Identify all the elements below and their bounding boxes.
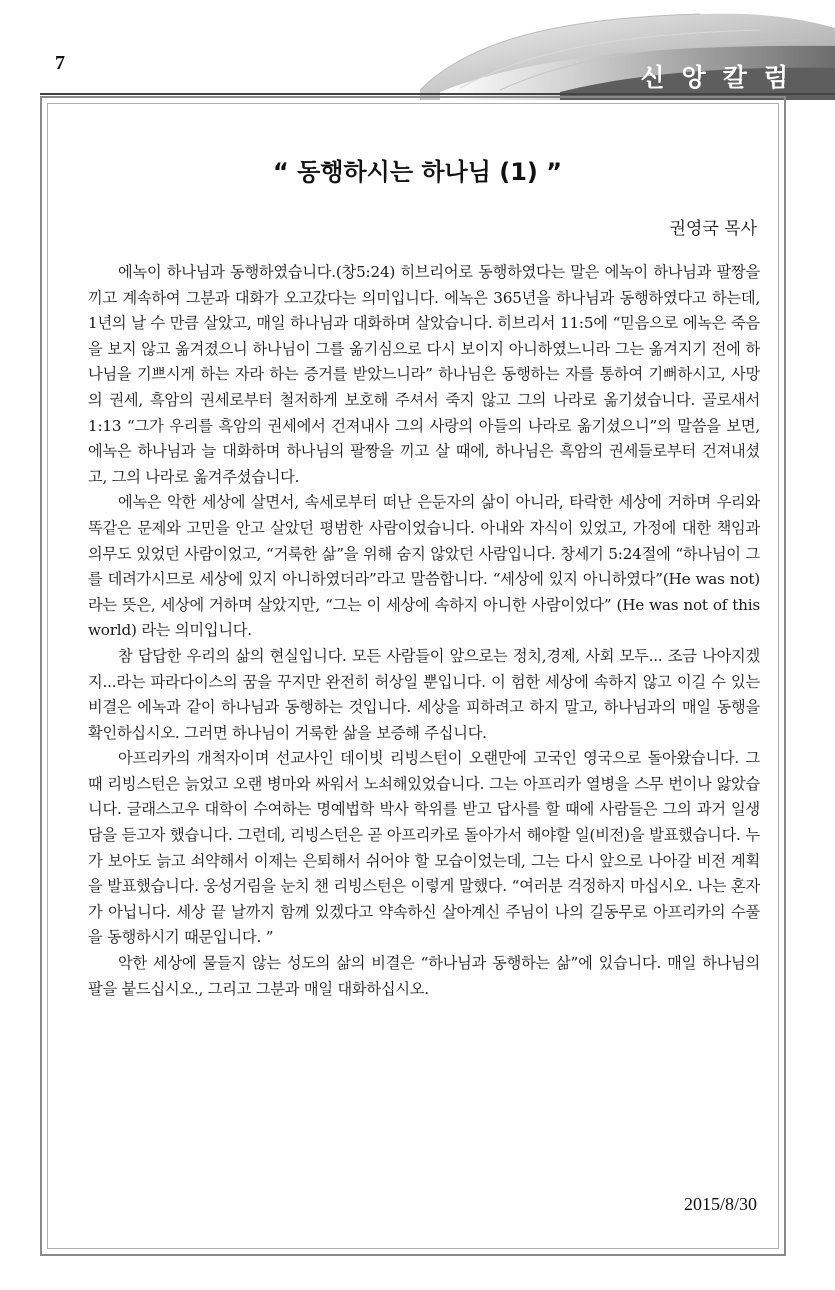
article-body xyxy=(88,260,760,1002)
paragraph-2: 에녹은 악한 세상에 살면서, 속세로부터 떠난 은둔자의 삶이 아니라, 타락한 세상에 거하며 우리와 똑같은 문제와 고민을 안고 살았던 평범한 사람이었습니다. 아내와 자식이 있었고, 가정에 대한 책임과 의무도 있었던 사람이었고, “거룩한 삶”을 위해 숨지 않았던 사람입니다. 창세기 5:24절에 “하나님이 그를 데려가시므로 세상에 있지 아니하였더라”라고 말씀합니다. “세상에 있지 아니하였다”(He was not)라는 뜻은, 세상에 거하며 살았지만, “그는 이 세상에 속하지 아니한 사람이었다” (He was not of this world) 라는 의미입니다. xyxy=(88,493,760,640)
paragraph-1: 에녹이 하나님과 동행하였습니다.(창5:24) 히브리어로 동행하였다는 말은 에녹이 하나님과 팔짱을 끼고 계속하여 그분과 대화가 오고갔다는 의미입니다. 에녹은 365년을 하나님과 동행하였다고 하는데, 1년의 날 수 만큼 살았고, 매일 하나님과 대화하며 살았습니다. 히브리서 11:5에 “믿음으로 에녹은 죽음을 보지 않고 옮겨졌으니 하나님이 그를 옮기심으로 다시 보이지 아니하였느니라 그는 옮겨지기 전에 하나님을 기쁘시게 하는 자라 하는 증거를 받았느니라” 하나님은 동행하는 자를 통하여 기뻐하시고, 사망의 권세, 흑암의 권세로부터 철저하게 보호해 주셔서 죽지 않고 그의 나라로 옮기셨습니다. 골로새서1:13 “그가 우리를 흑암의 권세에서 건져내사 그의 사랑의 아들의 나라로 옮기셨으니”의 말씀을 보면, 에녹은 하나님과 늘 대화하며 하나님의 팔짱을 끼고 살 때에, 하나님은 흑암의 권세들로부터 건져내셨고, 그의 나라로 옮겨주셨습니다. xyxy=(88,263,760,486)
paragraph-4: 아프리카의 개척자이며 선교사인 데이빗 리빙스턴이 오랜만에 고국인 영국으로 돌아왔습니다. 그 때 리빙스턴은 늙었고 오랜 병마와 싸워서 노쇠해있었습니다. 그는 아프리카 열병을 스무 번이나 앓았습니다. 글래스고우 대학이 수여하는 명예법학 박사 학위를 받고 답사를 할 때에 사람들은 그의 과거 일생 담을 듣고자 했습니다. 그런데, 리빙스턴은 곧 아프리카로 돌아가서 해야할 일(비전)을 발표했습니다. 누가 보아도 늙고 쇠약해서 이제는 은퇴해서 쉬어야 할 모습이었는데, 그는 다시 앞으로 나아갈 비전 계획을 발표했습니다. 웅성거림을 눈치 챈 리빙스턴은 이렇게 말했다. “여러분 걱정하지 마십시오. 나는 혼자가 아닙니다. 세상 끝 날까지 함께 있겠다고 약속하신 살아계신 주님이 나의 길동무로 아프리카의 수풀을 동행하시기 때문입니다. ” xyxy=(88,749,760,947)
author: 권영국 목사 xyxy=(669,219,757,239)
section-label: 신앙칼럼 xyxy=(640,63,805,92)
paragraph-3: 참 답답한 우리의 삶의 현실입니다. 모든 사람들이 앞으로는 정치,경제, 사회 모두... 조금 나아지겠지...라는 파라다이스의 꿈을 꾸지만 완전히 허상일 뿐입니다. 이 험한 세상에 속하지 않고 이길 수 있는 비결은 에녹과 같이 하나님과 동행하는 것입니다. 세상을 피하려고 하지 말고, 하나님과의 매일 동행을 확인하십시오. 그러면 하나님이 거룩한 삶을 보증해 주십니다. xyxy=(88,646,760,742)
paragraph-5: 악한 세상에 물들지 않는 성도의 삶의 비결은 “하나님과 동행하는 삶”에 있습니다. 매일 하나님의 팔을 붙드십시오., 그리고 그분과 매일 대화하십시오. xyxy=(88,954,760,998)
publish-date: 2015/8/30 xyxy=(683,1194,757,1214)
article-title: “ 동행하시는 하나님 (1) ” xyxy=(272,158,563,186)
page-number: 7 xyxy=(55,52,65,74)
